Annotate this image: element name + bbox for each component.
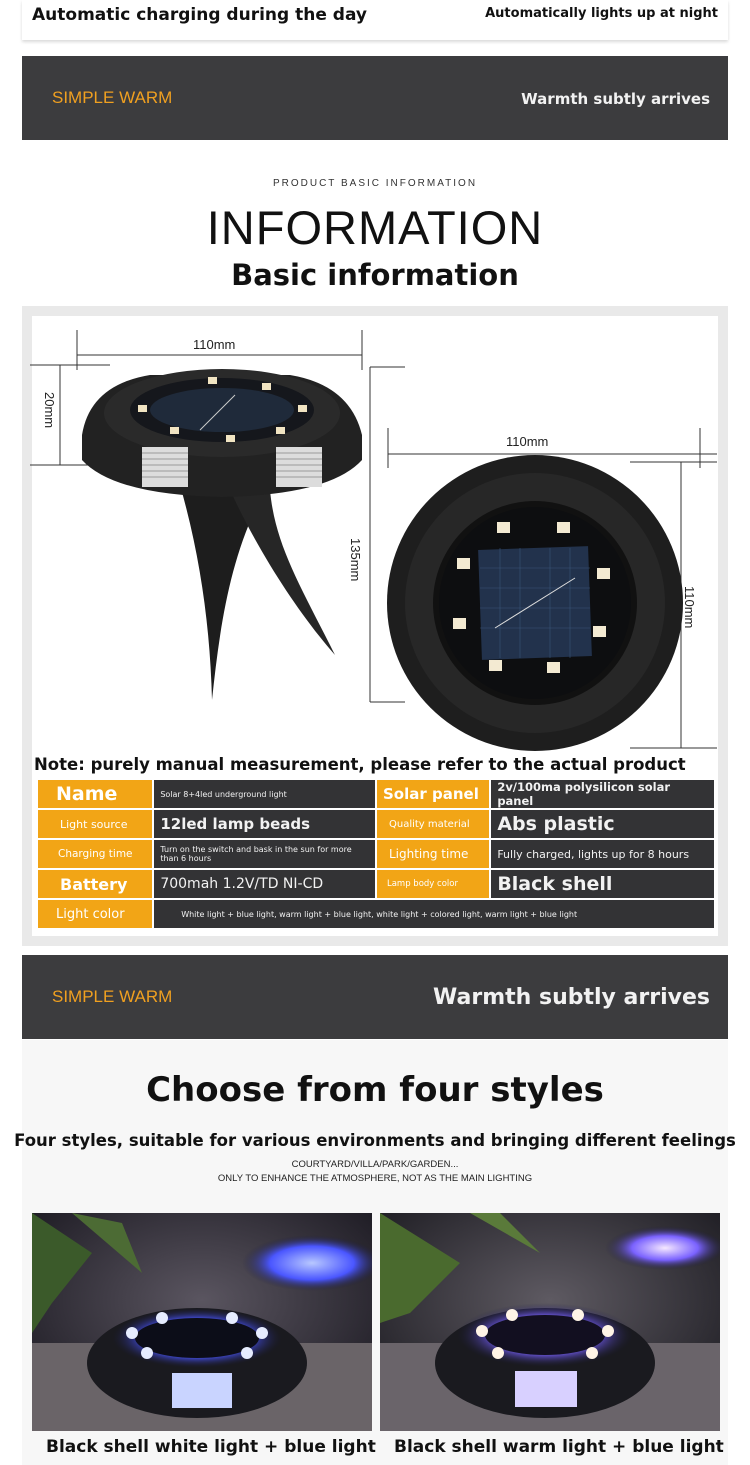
table-row [38, 870, 714, 898]
banner-slogan: Warmth subtly arrives [521, 90, 710, 108]
styles-places: COURTYARD/VILLA/PARK/GARDEN... [291, 1159, 459, 1170]
table-row [38, 780, 714, 808]
caption-white-blue: Black shell white light + blue light [46, 1437, 376, 1457]
section-subtitle: Basic information [231, 258, 519, 292]
spec-light-color-value: White light + blue light, warm light + blue light, white light + colored light, warm light + blue light [154, 900, 714, 928]
top-feature-strip [22, 0, 728, 40]
side-width-label: 110mm [193, 337, 236, 352]
day-charging-text: Automatic charging during the day [32, 5, 367, 25]
spec-lighting-value: Fully charged, lights up for 8 hours [491, 840, 714, 868]
spec-quality-value: Abs plastic [491, 810, 714, 838]
table-row [38, 840, 714, 868]
spec-body-color-value: Black shell [491, 870, 714, 898]
night-lighting-text: Automatically lights up at night [485, 6, 718, 21]
styles-disclaimer: ONLY TO ENHANCE THE ATMOSPHERE, NOT AS THE MAIN LIGHTING [217, 1173, 533, 1184]
spec-quality-key: Quality material [377, 810, 489, 838]
styles-title: Choose from four styles [146, 1070, 604, 1110]
banner-slogan-2: Warmth subtly arrives [433, 985, 710, 1010]
side-height-label: 20mm [42, 392, 57, 429]
spec-charging-key: Charging time [38, 840, 152, 868]
measurement-note: Note: purely manual measurement, please refer to the actual product [34, 755, 686, 774]
spec-light-source-key: Light source [38, 810, 152, 838]
top-view-drawing [385, 428, 720, 753]
table-row [38, 900, 714, 928]
spec-name-value: Solar 8+4led underground light [154, 780, 375, 808]
simple-warm-banner [22, 56, 728, 140]
spec-name-key: Name [38, 780, 152, 808]
banner-tagline: SIMPLE WARM [52, 88, 173, 107]
spec-solar-value: 2v/100ma polysilicon solar panel [491, 780, 714, 808]
spec-light-color-key: Light color [38, 900, 152, 928]
styles-subtitle: Four styles, suitable for various environments and bringing different feelings [14, 1131, 736, 1150]
spec-body-color-key: Lamp body color [377, 870, 489, 898]
section-kicker: PRODUCT BASIC INFORMATION [272, 178, 478, 189]
section-title: INFORMATION [206, 201, 544, 254]
table-row [38, 810, 714, 838]
top-width-label: 110mm [506, 434, 549, 449]
spec-battery-value: 700mah 1.2V/TD NI-CD [154, 870, 375, 898]
spec-solar-key: Solar panel [377, 780, 489, 808]
spec-lighting-key: Lighting time [377, 840, 489, 868]
banner-tagline-2: SIMPLE WARM [52, 987, 173, 1006]
spec-battery-key: Battery [38, 870, 152, 898]
caption-warm-blue: Black shell warm light + blue light [394, 1437, 724, 1457]
photo-warm-blue-light [380, 1213, 720, 1431]
spec-light-source-value: 12led lamp beads [154, 810, 375, 838]
top-depth-label: 110mm [682, 586, 697, 629]
side-view-drawing [30, 325, 410, 715]
photo-white-blue-light [32, 1213, 372, 1431]
simple-warm-banner-2 [22, 955, 728, 1039]
total-height-label: 135mm [348, 538, 363, 582]
spec-table [36, 778, 716, 930]
spec-charging-value: Turn on the switch and bask in the sun for more than 6 hours [154, 840, 375, 868]
